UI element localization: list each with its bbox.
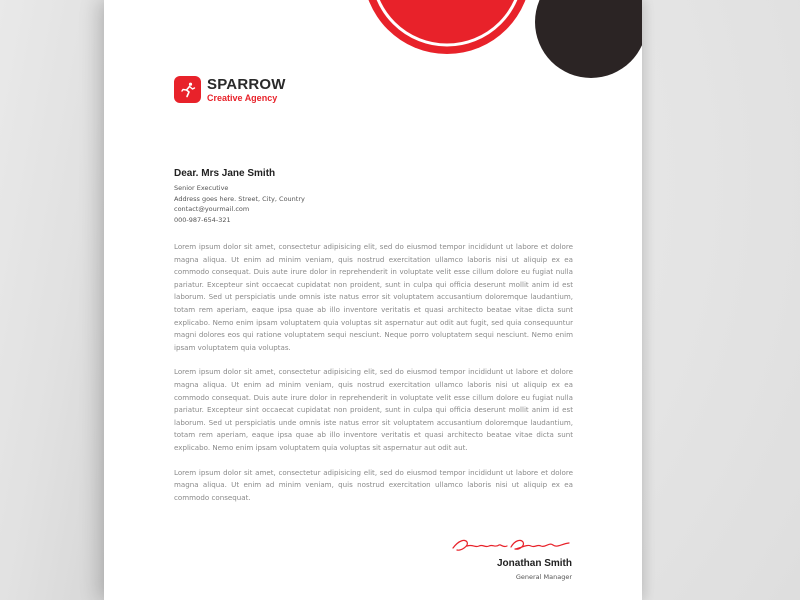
company-logo: [174, 76, 286, 103]
dark-circle-shape: [535, 0, 642, 78]
running-figure-icon: [174, 76, 201, 103]
recipient-address: Address goes here. Street, City, Country: [174, 194, 305, 203]
recipient-phone: 000-987-654-321: [174, 215, 231, 224]
recipient-block: [174, 168, 305, 225]
body-paragraph-3: Lorem ipsum dolor sit amet, consectetur adipisicing elit, sed do eiusmod tempor incididunt ut labore et dolore magna aliqua. Ut enim ad minim veniam, quis nostrud exercitation ullamco laboris nisi ut aliquip ex ea commodo consequat.: [174, 467, 573, 502]
background-shadow: [0, 0, 110, 600]
sender-title: General Manager: [515, 573, 572, 581]
company-tagline: Creative Agency: [207, 92, 278, 103]
letterhead-page: [104, 0, 642, 600]
recipient-title: Senior Executive: [174, 184, 229, 192]
recipient-email: contact@yourmail.com: [174, 205, 250, 213]
recipient-name: Dear. Mrs Jane Smith: [174, 168, 276, 179]
sender-name: Jonathan Smith: [496, 558, 572, 569]
body-paragraph-2: Lorem ipsum dolor sit amet, consectetur adipisicing elit, sed do eiusmod tempor incididunt ut labore et dolore magna aliqua. Ut enim ad minim veniam, quis nostrud exercitation ullamco laboris nisi ut aliquip ex ea commodo consequat. Duis aute irure dolor in reprehenderit in voluptate velit esse cillum dolore eu fugiat nulla pariatur. Excepteur sint occaecat cupidatat non proident, sunt in culpa qui officia deserunt mollit anim id est laborum. Sed ut perspiciatis unde omnis iste natus error sit voluptatem accusantium doloremque laudantium, totam rem aperiam, eaque ipsa quae ab illo inventore veritatis et quasi architecto beatae vitae dicta sunt explicabo. Nemo enim ipsam voluptatem quia voluptas sit aspernatur aut odit aut.: [174, 367, 573, 452]
handwritten-signature: [449, 536, 575, 554]
letter-body: [174, 241, 573, 516]
body-paragraph-1: Lorem ipsum dolor sit amet, consectetur adipisicing elit, sed do eiusmod tempor incididunt ut labore et dolore magna aliqua. Ut enim ad minim veniam, quis nostrud exercitation ullamco laboris nisi ut aliquip ex ea commodo consequat. Duis aute irure dolor in reprehenderit in voluptate velit esse cillum dolore eu fugiat nulla pariatur. Excepteur sint occaecat cupidatat non proident, sunt in culpa qui officia deserunt mollit anim id est laborum. Sed ut perspiciatis unde omnis iste natus error sit voluptatem accusantium doloremque laudantium, totam rem aperiam, eaque ipsa quae ab illo inventore veritatis et quasi architecto beatae vitae dicta sunt explicabo. Nemo enim ipsam voluptatem quia voluptas sit aspernatur aut odit aut fugit, sed quia consequuntur magni dolores eos qui ratione voluptatem sequi nesciunt. Neque porro voluptatem sequi nesciunt. Nemo enim ipsam voluptatem quia voluptas.: [174, 242, 573, 352]
company-name: SPARROW: [207, 75, 286, 93]
